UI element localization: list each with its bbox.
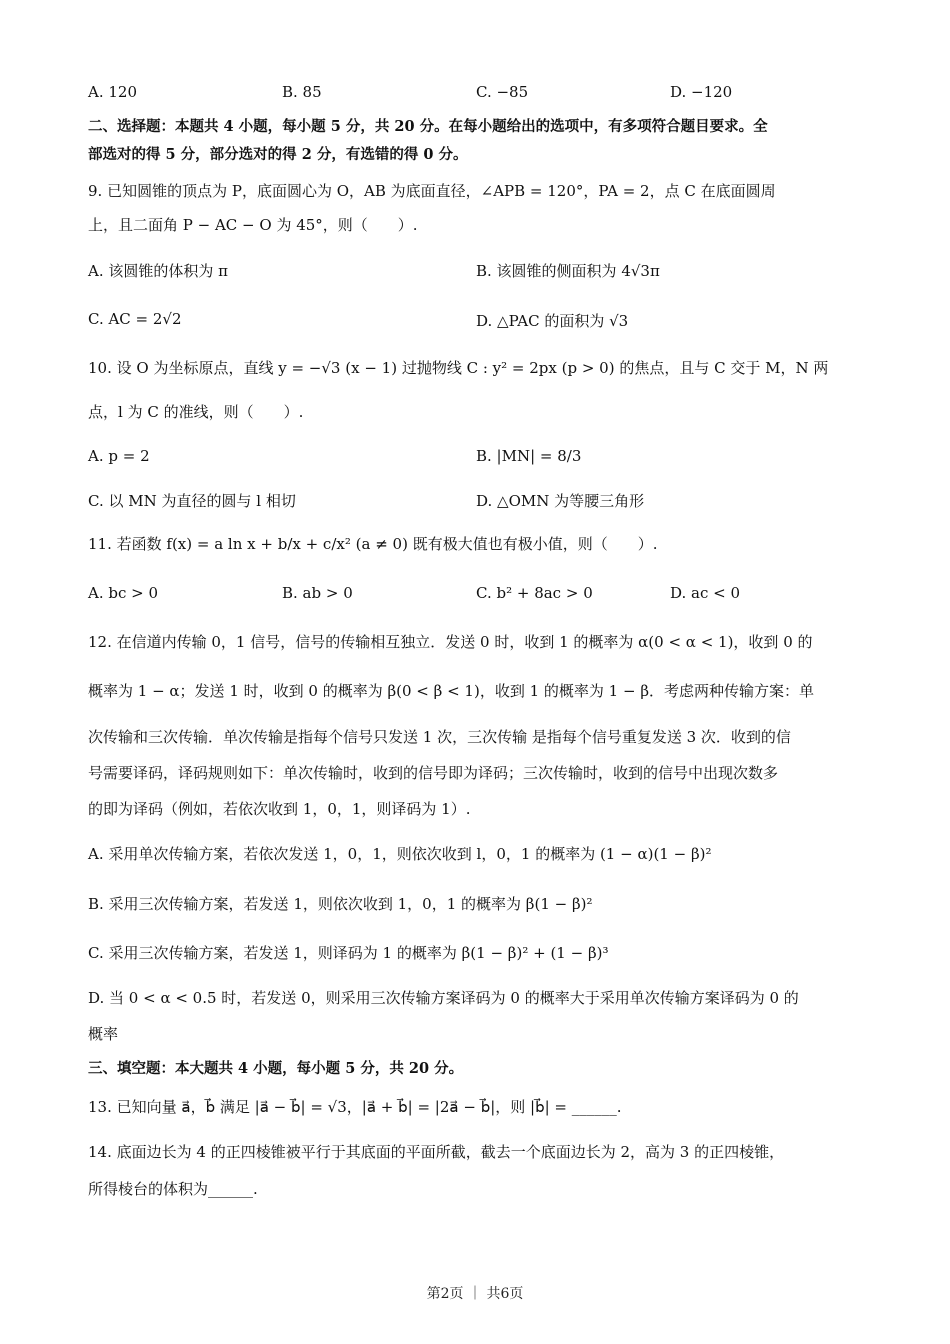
q12-stem-line1: 12. 在信道内传输 0，1 信号，信号的传输相互独立．发送 0 时，收到 1 的概率为 α(0 < α < 1)，收到 0 的 [88, 633, 813, 651]
q11-option-c: C. b² + 8ac > 0 [476, 584, 593, 602]
q12-stem-line3: 次传输和三次传输．单次传输是指每个信号只发送 1 次，三次传输 是指每个信号重复发送 3 次．收到的信 [88, 728, 791, 746]
q8-option-c: C. −85 [476, 83, 529, 101]
q11-option-d: D. ac < 0 [670, 584, 741, 602]
page-footer: 第2页 ｜ 共6页 [426, 1286, 524, 1302]
q12-option-a: A. 采用单次传输方案，若依次发送 1，0，1，则依次收到 l，0，1 的概率为 (1 − α)(1 − β)² [88, 845, 712, 863]
q10-stem-line2: 点，l 为 C 的准线，则（ ）. [88, 403, 304, 421]
section3-heading: 三、填空题：本大题共 4 小题，每小题 5 分，共 20 分。 [88, 1060, 464, 1077]
q14-stem-line1: 14. 底面边长为 4 的正四棱锥被平行于其底面的平面所截，截去一个底面边长为 2，高为 3 的正四棱锥， [88, 1143, 785, 1161]
q9-option-c: C. AC = 2√2 [88, 310, 182, 328]
q11-option-a: A. bc > 0 [88, 584, 159, 602]
q9-stem-line2: 上，且二面角 P − AC − O 为 45°，则（ ）. [88, 216, 418, 234]
section2-heading-line1: 二、选择题：本题共 4 小题，每小题 5 分，共 20 分。在每小题给出的选项中，有多项符合题目要求。全 [88, 118, 768, 135]
q11-stem-line1: 11. 若函数 f(x) = a ln x + b/x + c/x² (a ≠ 0) 既有极大值也有极小值，则（ ）. [88, 535, 658, 553]
q10-option-b: B. |MN| = 8/3 [476, 447, 582, 465]
q8-option-d: D. −120 [670, 83, 733, 101]
q12-stem-line5: 的即为译码（例如，若依次收到 1，0，1，则译码为 1）. [88, 800, 471, 818]
q10-option-d: D. △OMN 为等腰三角形 [476, 492, 645, 510]
q12-option-b: B. 采用三次传输方案，若发送 1，则依次收到 1，0，1 的概率为 β(1 − β)² [88, 895, 593, 913]
q12-option-d-line1: D. 当 0 < α < 0.5 时，若发送 0，则采用三次传输方案译码为 0 的概率大于采用单次传输方案译码为 0 的 [88, 989, 799, 1007]
q9-option-a: A. 该圆锥的体积为 π [88, 262, 228, 280]
q9-option-b: B. 该圆锥的侧面积为 4√3π [476, 262, 660, 280]
section2-heading-line2: 部选对的得 5 分，部分选对的得 2 分，有选错的得 0 分。 [88, 146, 468, 163]
q12-option-d-line2: 概率 [88, 1025, 119, 1043]
q10-stem-line1: 10. 设 O 为坐标原点，直线 y = −√3 (x − 1) 过抛物线 C : y² = 2px (p > 0) 的焦点，且与 C 交于 M，N 两 [88, 359, 829, 377]
q10-option-a: A. p = 2 [88, 447, 150, 465]
q12-stem-line2: 概率为 1 − α；发送 1 时，收到 0 的概率为 β(0 < β < 1)，收到 1 的概率为 1 − β．考虑两种传输方案：单 [88, 682, 814, 700]
q13-stem: 13. 已知向量 a⃗，b⃗ 满足 |a⃗ − b⃗| = √3，|a⃗ + b⃗| = |2a⃗ − b⃗|，则 |b⃗| = ______. [88, 1098, 622, 1116]
q9-option-d: D. △PAC 的面积为 √3 [476, 312, 629, 330]
q8-option-a: A. 120 [88, 83, 137, 101]
q9-stem-line1: 9. 已知圆锥的顶点为 P，底面圆心为 O，AB 为底面直径，∠APB = 120°，PA = 2，点 C 在底面圆周 [88, 182, 776, 200]
q14-stem-line2: 所得棱台的体积为______. [88, 1180, 258, 1198]
q10-option-c: C. 以 MN 为直径的圆与 l 相切 [88, 492, 296, 510]
q12-stem-line4: 号需要译码，译码规则如下：单次传输时，收到的信号即为译码；三次传输时，收到的信号中出现次数多 [88, 764, 779, 782]
q12-option-c: C. 采用三次传输方案，若发送 1，则译码为 1 的概率为 β(1 − β)² + (1 − β)³ [88, 944, 609, 962]
q11-option-b: B. ab > 0 [282, 584, 353, 602]
q8-option-b: B. 85 [282, 83, 322, 101]
